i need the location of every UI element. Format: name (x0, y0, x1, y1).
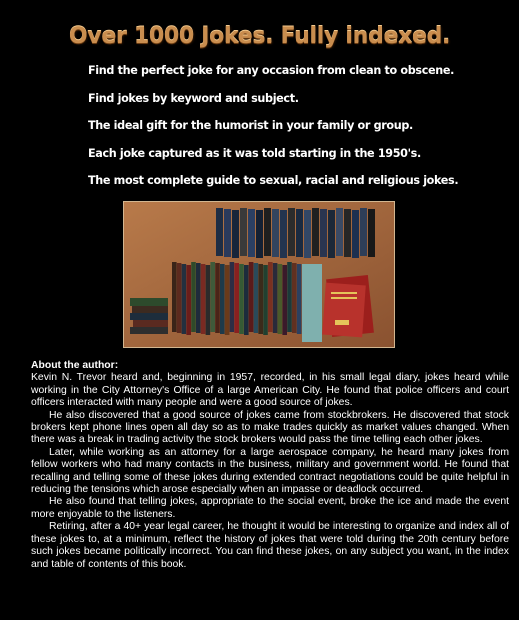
diary-spine (201, 264, 206, 334)
about-paragraph: He also found that telling jokes, appropriate to the social event, broke the ice and made the event more enjoyable to the listeners. (31, 496, 509, 520)
diary-spine (234, 263, 239, 333)
diary-spine (273, 263, 278, 333)
feature-item: The most complete guide to sexual, racial and religious jokes. (88, 174, 459, 187)
diary-spine (360, 208, 367, 256)
diary-spine (232, 210, 239, 258)
diary-spine (240, 208, 247, 256)
diary-spine (296, 209, 303, 257)
diary-spine (268, 262, 273, 332)
diary-spine (287, 262, 292, 332)
diary-spine (288, 208, 295, 256)
diary-spine (177, 263, 182, 333)
red-diaries (322, 275, 374, 337)
diary-spine (254, 263, 259, 333)
diary-spine (196, 263, 201, 333)
diary-spine (264, 208, 271, 256)
diary-spine (210, 262, 215, 332)
diary-spine (182, 264, 187, 334)
diary-spine (282, 265, 287, 335)
diary-spine (244, 265, 249, 335)
diary-spine (256, 210, 263, 258)
diary-spine (263, 265, 268, 335)
feature-item: Find the perfect joke for any occasion from clean to obscene. (88, 64, 454, 77)
diary-spine (220, 264, 225, 334)
about-author-section (31, 360, 509, 571)
diary-spine (206, 265, 211, 335)
diary-spine (191, 262, 196, 332)
diary-spine (258, 264, 263, 334)
diary-spine (172, 262, 177, 332)
feature-item: Each joke captured as it was told starting in the 1950's. (88, 146, 421, 160)
about-paragraph: Kevin N. Trevor heard and, beginning in 1957, recorded, in his small legal diary, jokes heard while working in the City Attorney's Office of a large American City. He found that police officers and court officers interacted with many people and were a good source of jokes. (31, 372, 509, 409)
diary-spine (225, 265, 230, 335)
diary-spine (320, 209, 327, 257)
diaries-photo-illustration (124, 202, 394, 347)
diary-spine (304, 210, 311, 258)
diary-row-bottom (172, 262, 301, 335)
diary-spine (336, 208, 343, 256)
teal-diary (302, 264, 322, 342)
diary-spine (248, 209, 255, 257)
diary-spine (224, 209, 231, 257)
diary-spine (312, 208, 319, 256)
diary-spine (352, 210, 359, 258)
diary-spine (239, 264, 244, 334)
diary-spine (297, 264, 302, 334)
diary-spine (230, 262, 235, 332)
diary-spine (344, 209, 351, 257)
about-heading: About the author: (31, 360, 119, 371)
diary-spine (216, 208, 223, 256)
diary-spine (328, 210, 335, 258)
diary-spine (272, 209, 279, 257)
diary-spine (249, 262, 254, 332)
feature-item: Find jokes by keyword and subject. (88, 91, 299, 105)
diary-stack-left (130, 298, 168, 334)
about-paragraph: He also discovered that a good source of jokes came from stockbrokers. He discovered that stock brokers kept phone lines open all day so as to make trades quickly as market values changed. When there was a break in trading activity the stock brokers would pass the time telling each other jokes. (31, 409, 509, 446)
diary-spine (186, 265, 191, 335)
diaries-photo (123, 201, 395, 348)
diary-spine (280, 210, 287, 258)
diary-spine (215, 263, 220, 333)
diary-spine (278, 264, 283, 334)
feature-list (88, 64, 458, 202)
diary-spine (292, 263, 297, 333)
headline: Over 1000 Jokes. Fully indexed. (68, 24, 451, 49)
about-paragraph: Retiring, after a 40+ year legal career, he thought it would be interesting to organize and index all of these jokes to, at a minimum, reflect the history of jokes that were told during the 20th century before such jokes became politically incorrect. You can find these jokes, on any subject you want, in the index and table of contents of this book. (31, 521, 509, 570)
diary-spine (368, 209, 375, 257)
about-paragraph: Later, while working as an attorney for a large aerospace company, he heard many jokes from fellow workers who had many contacts in the business, military and government world. He found that recalling and telling some of these jokes during extended contract negotiations could be quite helpful in reducing the tensions which arose especially when an impasse or deadlock occurred. (31, 446, 509, 496)
feature-item: The ideal gift for the humorist in your family or group. (88, 119, 413, 132)
